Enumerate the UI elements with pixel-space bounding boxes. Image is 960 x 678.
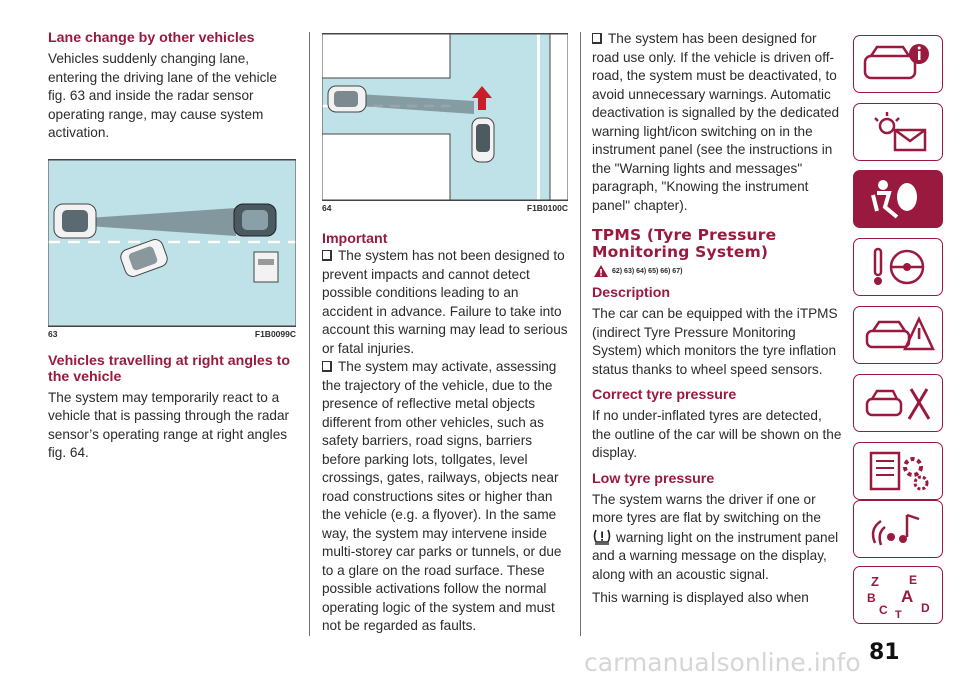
- bullet-box-icon: [322, 361, 332, 372]
- airbag-safety-icon: [859, 177, 937, 221]
- crossing-vehicle-illustration: [322, 34, 568, 200]
- sidebar-tab-safety[interactable]: [853, 170, 943, 228]
- index-letter: B: [867, 591, 876, 605]
- figure-64: [322, 33, 568, 213]
- sidebar-tab-warning-lights[interactable]: [853, 103, 943, 161]
- bullet-box-icon: [322, 250, 332, 261]
- column-3: [592, 30, 842, 608]
- breakdown-icon: [859, 313, 937, 357]
- heading-important: Important: [322, 231, 388, 247]
- column-divider: [309, 32, 310, 636]
- heading-correct-pressure: Correct tyre pressure: [592, 387, 737, 403]
- multimedia-icon: [859, 507, 937, 551]
- important-bullet-3: [592, 30, 842, 215]
- technical-data-icon: [859, 449, 937, 493]
- important-bullet-1: [322, 247, 568, 358]
- paragraph-low-pressure: [592, 491, 842, 585]
- heading-right-angles: Vehicles travelling at right angles to the vehicle: [48, 352, 291, 385]
- column-divider: [580, 32, 581, 636]
- lane-change-illustration: [48, 160, 296, 326]
- index-letter: Z: [871, 574, 879, 589]
- sidebar-tab-starting-driving[interactable]: [853, 238, 943, 296]
- important-bullet-2: [322, 358, 568, 636]
- tyre-pressure-warning-icon: [592, 528, 612, 545]
- index-letter: D: [921, 601, 930, 615]
- maintenance-tools-icon: [859, 381, 937, 425]
- figure-63-illustration: [48, 160, 296, 326]
- sidebar-tab-index[interactable]: [853, 566, 943, 624]
- paragraph-correct-pressure: If no under-inflated tyres are detected, the outline of the car will be shown on the display.: [592, 408, 842, 460]
- low-pressure-text-2: warning light on the instrument panel and a warning message on the display, along with an acoustic signal.: [592, 529, 839, 582]
- figure-63-caption: [48, 326, 296, 339]
- paragraph-low-pressure-cont: This warning is displayed also when: [592, 590, 809, 605]
- bullet-text: The system may activate, assessing the trajectory of the vehicle, due to the presence of reflective metal objects different from other vehicles, such as safety barriers, road signs, barriers before parking lots, tollgates, level crossings, gates, railways, objects near road constructions sites or higher than the vehicle (e.g. a flyover). In the same way, the system may intervene inside multi-storey car parks or tunnels, or due to a glare on the road surface. These possible activations follow the normal operating logic of the system and must not be regarded as faults.: [322, 359, 562, 633]
- figure-number: 63: [48, 328, 58, 339]
- heading-lane-change: Lane change by other vehicles: [48, 30, 255, 46]
- heading-tpms: TPMS (Tyre Pressure Monitoring System): [592, 226, 777, 261]
- index-letter: T: [895, 609, 902, 620]
- figure-64-illustration: [322, 34, 568, 200]
- figure-number: 64: [322, 203, 332, 213]
- alphabetical-index-icon: [859, 570, 937, 620]
- figure-code: F1B0099C: [254, 328, 296, 339]
- index-letter: C: [879, 603, 888, 617]
- sidebar-tab-maintenance[interactable]: [853, 374, 943, 432]
- index-letter: E: [909, 573, 918, 587]
- column-1: [48, 30, 296, 463]
- heading-low-pressure: Low tyre pressure: [592, 470, 715, 487]
- warning-triangle-icon: [594, 265, 608, 277]
- column-2: [322, 30, 568, 636]
- figure-code: F1B0100C: [526, 203, 568, 213]
- sidebar-tab-multimedia[interactable]: [853, 500, 943, 558]
- paragraph-right-angles: The system may temporarily react to a vehicle that is passing through the radar sensor’s operating range at right angles fig. 64.: [48, 389, 290, 460]
- paragraph-description: The car can be equipped with the iTPMS (indirect Tyre Pressure Monitoring System) which monitors the tyre inflation status thanks to wheel speed sensors.: [592, 306, 838, 377]
- low-pressure-text-1: The system warns the driver if one or more tyres are flat by switching on the: [592, 491, 821, 525]
- figure-64-caption: [322, 200, 568, 213]
- index-letter: A: [901, 587, 914, 606]
- warning-refs-text: 62) 63) 64) 65) 66) 67): [612, 267, 683, 275]
- warning-lights-icon: [859, 110, 937, 154]
- steering-wheel-icon: [859, 245, 937, 289]
- watermark: carmanualsonline.info: [584, 648, 861, 677]
- sidebar-tab-emergency[interactable]: [853, 306, 943, 364]
- paragraph-lane-change: Vehicles suddenly changing lane, entering the driving lane of the vehicle fig. 63 and inside the radar sensor operating range, may cause system activation.: [48, 51, 277, 140]
- sidebar-tab-technical-data[interactable]: [853, 442, 943, 500]
- figure-63: [48, 159, 296, 339]
- page-number: 81: [869, 640, 900, 665]
- bullet-box-icon: [592, 33, 602, 44]
- sidebar-tab-car-info[interactable]: [853, 35, 943, 93]
- car-info-icon: [859, 42, 937, 86]
- bullet-text: The system has not been designed to prevent impacts and cannot detect possible conditions leading to an accident in advance. Failure to take into account this warning may lead to serious or fatal injuries.: [322, 248, 568, 356]
- warning-references: [592, 265, 842, 277]
- bullet-text: The system has been designed for road use only. If the vehicle is driven off-road, the system must be deactivated, to avoid unnecessary warnings. Automatic deactivation is signalled by the dedicated warning light/icon switching on in the instrument panel (see the instructions in the "Warning lights and messages" paragraph, "Knowing the instrument panel" chapter).: [592, 31, 840, 213]
- heading-description: Description: [592, 285, 671, 301]
